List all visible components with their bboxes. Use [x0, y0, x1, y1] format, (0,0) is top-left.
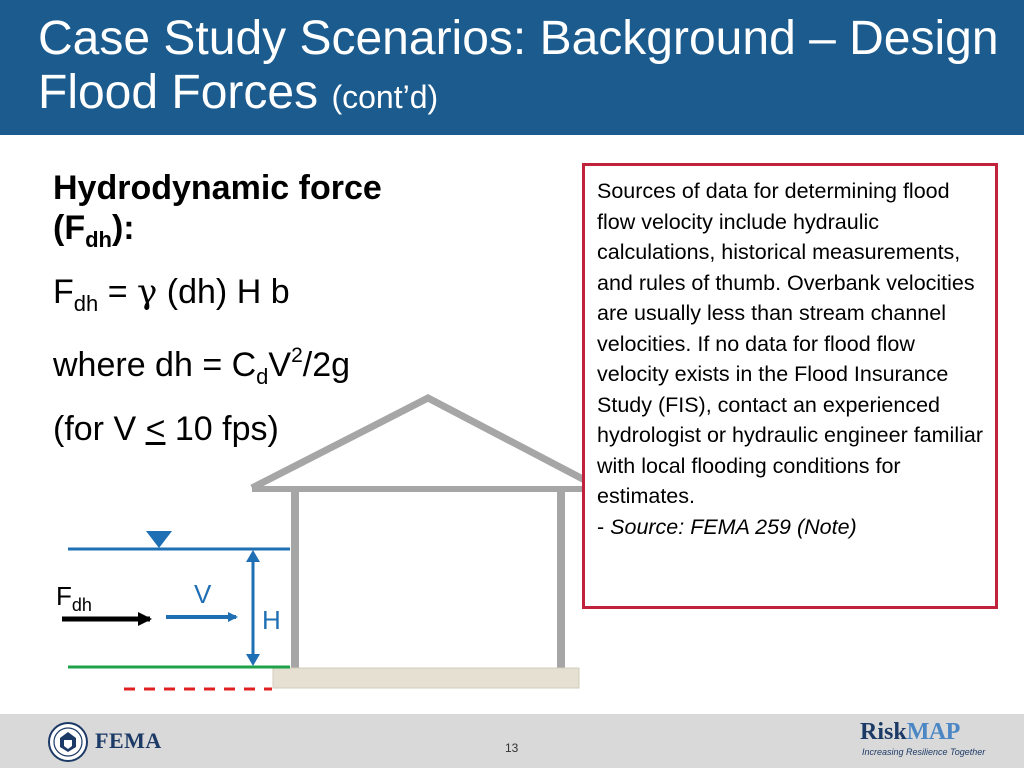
- riskmap-wordmark: [860, 719, 960, 745]
- riskmap-tagline: Increasing Resilience Together: [862, 747, 986, 757]
- height-arrow-bottom-icon: [246, 654, 260, 666]
- less-equal-symbol: <: [145, 410, 166, 448]
- eq1-equals: =: [98, 273, 138, 311]
- eq3-text: (for V: [53, 410, 146, 448]
- riskmap-logo: [860, 719, 1020, 763]
- title-main: Case Study Scenarios: Background – Design Flood Forces: [38, 12, 999, 119]
- eq2-subscript: d: [256, 364, 269, 389]
- height-arrow-top-icon: [246, 550, 260, 562]
- eq2-text: where dh = C: [53, 346, 257, 384]
- fema-wordmark: FEMA: [95, 728, 162, 753]
- source-note-box: [582, 163, 998, 609]
- force-label-f: F: [56, 581, 72, 611]
- foundation-slab: [273, 668, 579, 688]
- note-body: Sources of data for determining flood flow velocity include hydraulic calculations, historical measurements, and rules of thumb. Overbank velocities are usually less than stream channel velocities. If no data for flood flow velocity exists in the Flood Insurance Study (FIS), contact an experienced hydrologist or hydraulic engineer familiar with local flooding conditions for estimates.: [597, 179, 983, 508]
- eq1-f: F: [53, 273, 74, 311]
- force-label: [56, 582, 92, 619]
- force-label-subscript: dh: [71, 595, 92, 615]
- title-cont: (cont’d): [331, 79, 439, 115]
- note-source-prefix: -: [597, 514, 611, 539]
- eq2-v: V: [268, 346, 292, 384]
- riskmap-map: MAP: [906, 719, 960, 745]
- heading-text: Hydrodynamic force: [53, 169, 382, 207]
- water-level-triangle-icon: [146, 531, 172, 548]
- eq1-subscript: dh: [73, 291, 99, 316]
- eq1-rest: (dh) H b: [157, 273, 290, 311]
- velocity-label: V: [194, 579, 212, 609]
- house-roof: [252, 398, 600, 488]
- heading-open: (F: [53, 209, 86, 247]
- eq2-end: /2g: [302, 346, 351, 384]
- gamma-symbol: γ: [137, 272, 158, 312]
- page-number: 13: [505, 741, 519, 755]
- eq2-superscript: 2: [291, 344, 303, 367]
- eq3-end: 10 fps): [165, 410, 279, 448]
- riskmap-risk: Risk: [860, 719, 907, 745]
- heading-subscript: dh: [85, 227, 112, 252]
- note-source: Source: FEMA 259 (Note): [610, 514, 857, 539]
- heading-close: ):: [111, 209, 135, 247]
- height-label: H: [262, 605, 281, 635]
